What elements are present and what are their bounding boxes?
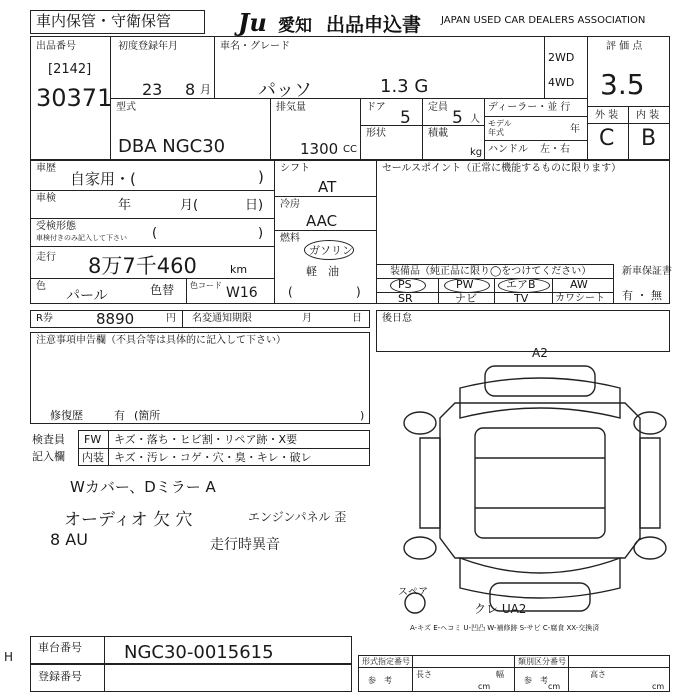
mileage-unit: km (230, 263, 248, 276)
exterior-grade: C (599, 126, 615, 151)
recycle-value: 8890 (96, 310, 135, 328)
lot-number: 30371 (36, 84, 113, 112)
warranty-label: 新車保証書 (622, 266, 672, 277)
category-number-label: 類別区分番号 (518, 657, 566, 666)
aircon-value: AAC (306, 212, 338, 230)
dealer-label: ディーラー・並 行 (488, 102, 571, 113)
registration-year: 23 (142, 80, 163, 99)
equip-ps-circle (390, 278, 426, 293)
diagram-legend: A-キズ E-ヘコミ U-凹凸 W-補修跡 S-サビ C-腐食 XX-交換済 (410, 624, 600, 632)
fuel-alt: 軽 油 (306, 265, 339, 278)
width-label: 幅 (496, 670, 504, 679)
shift-value: AT (318, 178, 337, 196)
fuel-selected: ガソリン (309, 244, 353, 257)
repair-place: (箇所 (134, 409, 161, 422)
drive-4wd: 4WD (548, 76, 575, 89)
lot-label: 出品番号 (36, 41, 76, 52)
car-diagram (400, 358, 670, 620)
interior-grade: B (641, 126, 657, 151)
rating-label: 評 価 点 (606, 41, 643, 52)
height-label: 高さ (590, 670, 606, 679)
spare-label: スペア (398, 587, 428, 598)
mileage-label: 走行 (36, 252, 56, 263)
length-label: 長さ (416, 670, 432, 679)
door-value: 5 (400, 108, 411, 128)
org-name: 愛知 (278, 16, 312, 36)
history-close: ) (258, 168, 264, 186)
length-unit: cm (478, 682, 491, 691)
load-unit: kg (470, 147, 483, 158)
registration-month-unit: 月 (200, 83, 211, 96)
notice-day: 日 (352, 313, 362, 324)
model-name: パッソ (258, 80, 312, 101)
type-value: DBA NGC30 (118, 136, 226, 157)
aircon-label: 冷房 (280, 199, 300, 210)
receive-paren-close: ) (258, 226, 264, 241)
height-unit: cm (652, 682, 665, 691)
displacement-value: 1300 (300, 140, 339, 158)
repair-value: 有 (114, 409, 125, 422)
equip-ps: PS (398, 278, 412, 291)
shape-number-label: 形式指定番号 (362, 657, 410, 666)
ref-label-1: 参 考 (368, 676, 392, 685)
lot-sub-number: [2142] (48, 62, 92, 77)
mileage-value: 8万7千460 (88, 254, 197, 278)
handwritten-line3-right: 走行時異音 (210, 537, 280, 553)
inspector-label2: 記入欄 (32, 450, 65, 463)
receive-paren-open: ( (152, 226, 158, 241)
registration-month: 8 (185, 80, 196, 99)
door-label: ドア (366, 102, 386, 113)
interior-label: 内 装 (636, 110, 660, 121)
registration-label: 初度登録年月 (118, 41, 178, 52)
afterfit-box (376, 310, 670, 352)
inspector-row1-items: キズ・落ち・ヒビ割・リペア跡・X要 (114, 433, 298, 446)
displacement-unit: CC (343, 144, 357, 155)
repair-place-close: ) (360, 409, 365, 422)
history-value: 自家用・( (70, 170, 136, 188)
capacity-value: 5 (452, 108, 463, 128)
width-unit: cm (548, 682, 561, 691)
model-name-label: 車名・グレード (220, 41, 290, 52)
load-label: 積載 (428, 128, 448, 139)
ref-label-2: 参 考 (524, 676, 548, 685)
color-code: W16 (226, 285, 258, 301)
inspector-row2-items: キズ・汚レ・コゲ・穴・臭・キレ・破レ (114, 451, 312, 464)
inspection-day: 日) (245, 198, 264, 213)
handwritten-line2: オーディオ 欠 穴 (64, 510, 193, 530)
equip-pw-circle (444, 278, 490, 293)
equip-airbag-circle (498, 278, 550, 293)
equip-aw: AW (570, 278, 588, 291)
rating-score: 3.5 (600, 68, 645, 101)
color-code-label: 色コード (190, 281, 222, 290)
repaint-label: 色替 (150, 283, 175, 297)
storage-label: 車内保管・守衛保管 (36, 12, 172, 30)
drive-2wd: 2WD (548, 51, 575, 64)
inspection-year: 年 (118, 198, 132, 213)
repair-label: 修復歴 (50, 409, 83, 422)
fuel-paren-open: ( (288, 285, 293, 299)
capacity-label: 定員 (428, 102, 448, 113)
handle-label: ハンドル (488, 144, 528, 155)
exterior-label: 外 装 (595, 110, 619, 121)
ju-logo: Ju (238, 8, 267, 37)
association-name: JAPAN USED CAR DEALERS ASSOCIATION (441, 15, 646, 26)
diagram-bottom-mark: クレ UA2 (474, 602, 527, 616)
inspection-label: 車検 (36, 193, 56, 204)
equip-pw: PW (456, 278, 474, 291)
handle-options: 左・右 (540, 144, 570, 155)
fuel-paren-close: ) (356, 285, 361, 299)
inspector-label1: 検査員 (32, 433, 65, 446)
inspector-row2-label: 内装 (82, 451, 104, 464)
notice-label: 名変通知期限 (192, 313, 252, 324)
color-value: パール (66, 288, 108, 304)
type-label: 型式 (116, 102, 136, 113)
capacity-unit: 人 (470, 114, 480, 125)
chassis-side-mark: H (4, 650, 14, 664)
equip-leather: カワシート (555, 293, 605, 304)
plate-label: 登録番号 (38, 670, 82, 683)
recycle-unit: 円 (166, 313, 176, 324)
notes-label: 注意事項申告欄（不具合等は具体的に記入して下さい） (36, 335, 286, 346)
equipment-label: 装備品（純正品に限り◯をつけてください） (390, 266, 592, 277)
equip-sr: SR (398, 292, 413, 305)
warranty-options: 有 ・ 無 (622, 289, 662, 302)
handwritten-line2-right: エンジンパネル 歪 (248, 510, 347, 524)
receive-label: 受検形態 (36, 221, 76, 232)
sales-points-label: セールスポイント（正常に機能するものに限ります） (382, 163, 622, 174)
equip-airbag: エアB (506, 278, 536, 291)
recycle-label: R券 (36, 313, 53, 324)
equip-tv: TV (514, 292, 529, 305)
chassis-value: NGC30-0015615 (124, 642, 274, 663)
model-grade: 1.3 G (380, 76, 429, 97)
form-title: 出品申込書 (326, 14, 422, 36)
history-label: 車歴 (36, 163, 56, 174)
receive-note: 車検付きのみ記入して下さい (36, 234, 127, 242)
inspection-month: 月( (180, 198, 199, 213)
fuel-label: 燃料 (280, 233, 300, 244)
notice-month: 月 (302, 313, 312, 324)
shape-label: 形状 (366, 128, 386, 139)
afterfit-label: 後日怠 (382, 313, 412, 324)
inspector-row1-label: FW (84, 433, 102, 446)
color-label: 色 (36, 281, 46, 292)
equip-navi: ナビ (455, 292, 477, 305)
displacement-label: 排気量 (276, 102, 306, 113)
chassis-label: 車台番号 (38, 641, 82, 654)
shift-label: シフト (280, 163, 310, 174)
model-year-unit: 年 (570, 124, 580, 135)
handwritten-line3: 8 AU (50, 530, 88, 549)
model-year-label2: 年式 (488, 128, 504, 137)
handwritten-line1: Wカバー、Dミラー A (70, 478, 216, 496)
model-year-label: モデル (488, 119, 512, 128)
diagram-top-mark: A2 (532, 346, 548, 360)
